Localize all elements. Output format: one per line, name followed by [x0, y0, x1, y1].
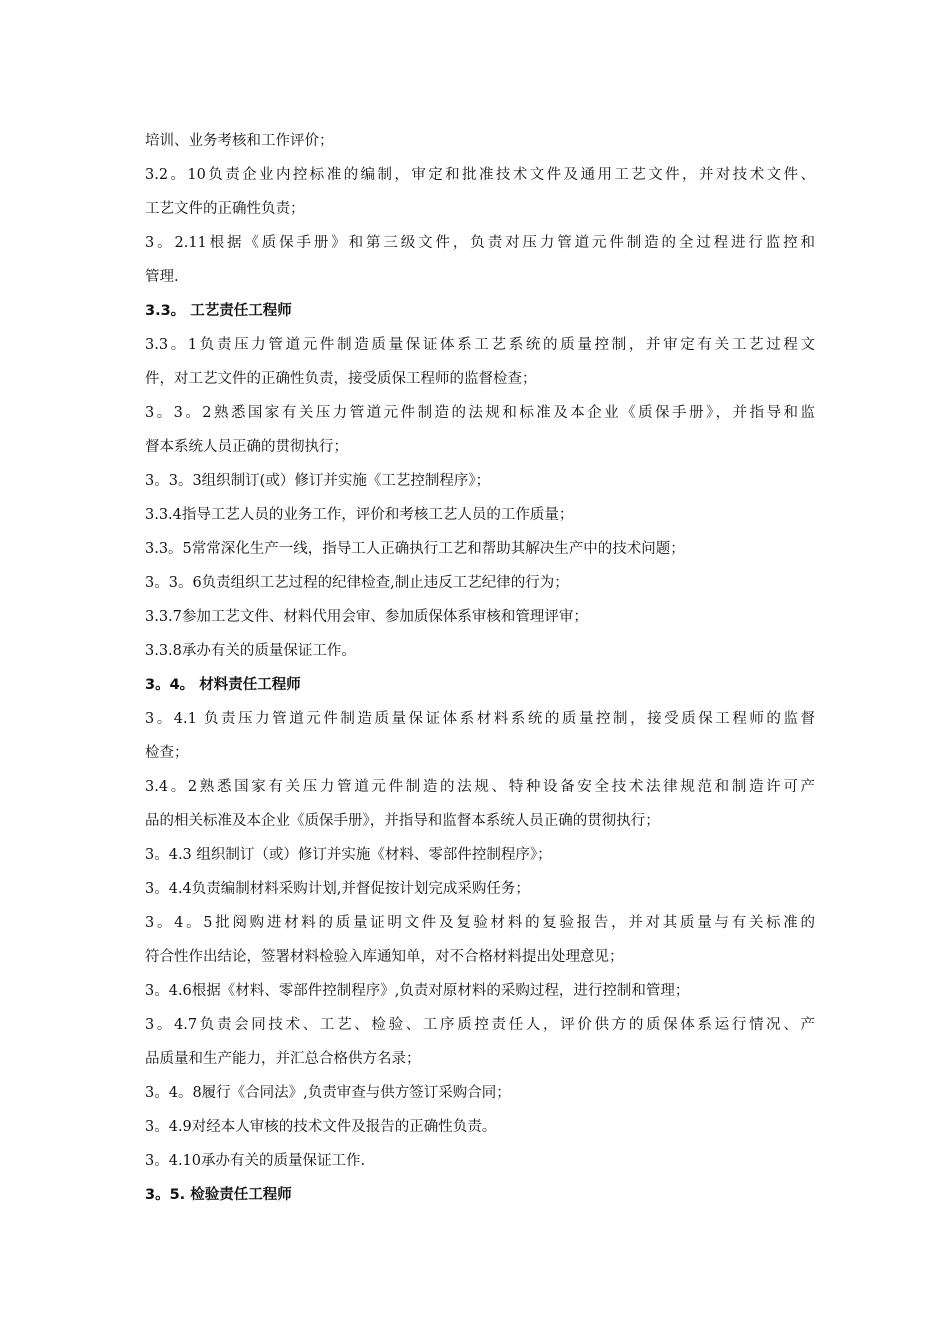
text-line: 3.3.4指导工艺人员的业务工作，评价和考核工艺人员的工作质量； [145, 507, 574, 523]
text-line: 3。3。6负责组织工艺过程的纪律检查,制止违反工艺纪律的行为； [145, 575, 569, 591]
text-line: 3。4.1 负责压力管道元件制造质量保证体系材料系统的质量控制，接受质保工程师的监督 [145, 711, 815, 727]
text-line: 3.3。1负责压力管道元件制造质量保证体系工艺系统的质量控制，并审定有关工艺过程文 [145, 337, 815, 353]
text-line: 3.3.7参加工艺文件、材料代用会审、参加质保体系审核和管理评审； [145, 609, 588, 625]
text-line: 督本系统人员正确的贯彻执行； [145, 439, 348, 455]
text-line: 3。2.11根据《质保手册》和第三级文件，负责对压力管道元件制造的全过程进行监控和 [145, 235, 815, 251]
text-line: 3。4。5批阅购进材料的质量证明文件及复验材料的复验报告，并对其质量与有关标准的 [145, 915, 815, 931]
text-line: 3.3.8承办有关的质量保证工作。 [145, 643, 356, 659]
text-line: 3。4。8履行《合同法》,负责审查与供方签订采购合同； [145, 1085, 511, 1101]
section-heading: 3。4。 材料责任工程师 [145, 677, 301, 693]
text-line: 3.4。2熟悉国家有关压力管道元件制造的法规、特种设备安全技术法律规范和制造许可产 [145, 779, 815, 795]
document-body [145, 124, 815, 1212]
text-line: 3。4.10承办有关的质量保证工作. [145, 1153, 366, 1169]
text-line: 培训、业务考核和工作评价； [145, 133, 334, 149]
text-line: 3。4.6根据《材料、零部件控制程序》,负责对原材料的采购过程，进行控制和管理； [145, 983, 690, 999]
text-line: 3.3。5常常深化生产一线，指导工人正确执行工艺和帮助其解决生产中的技术问题； [145, 541, 685, 557]
section-heading: 3.3。 工艺责任工程师 [145, 303, 292, 319]
section-heading: 3。5. 检验责任工程师 [145, 1187, 292, 1203]
text-line: 3.2。10负责企业内控标准的编制，审定和批准技术文件及通用工艺文件，并对技术文件、 [145, 167, 815, 183]
text-line: 品的相关标准及本企业《质保手册》，并指导和监督本系统人员正确的贯彻执行； [145, 813, 660, 829]
text-line: 3。4.3 组织制订（或）修订并实施《材料、零部件控制程序》； [145, 847, 552, 863]
text-line: 管理. [145, 269, 179, 285]
text-line: 3。4.7负责会同技术、工艺、检验、工序质控责任人，评价供方的质保体系运行情况、产 [145, 1017, 815, 1033]
text-line: 3。3。2熟悉国家有关压力管道元件制造的法规和标准及本企业《质保手册》，并指导和监 [145, 405, 815, 421]
text-line: 符合性作出结论，签署材料检验入库通知单，对不合格材料提出处理意见； [145, 949, 624, 965]
text-line: 工艺文件的正确性负责； [145, 201, 305, 217]
text-line: 检查； [145, 745, 189, 761]
text-line: 3。4.4负责编制材料采购计划,并督促按计划完成采购任务； [145, 881, 530, 897]
text-line: 3。4.9对经本人审核的技术文件及报告的正确性负责。 [145, 1119, 497, 1135]
text-line: 件，对工艺文件的正确性负责，接受质保工程师的监督检查； [145, 371, 537, 387]
text-line: 品质量和生产能力，并汇总合格供方名录； [145, 1051, 421, 1067]
text-line: 3。3。3组织制订(或）修订并实施《工艺控制程序》； [145, 473, 491, 489]
